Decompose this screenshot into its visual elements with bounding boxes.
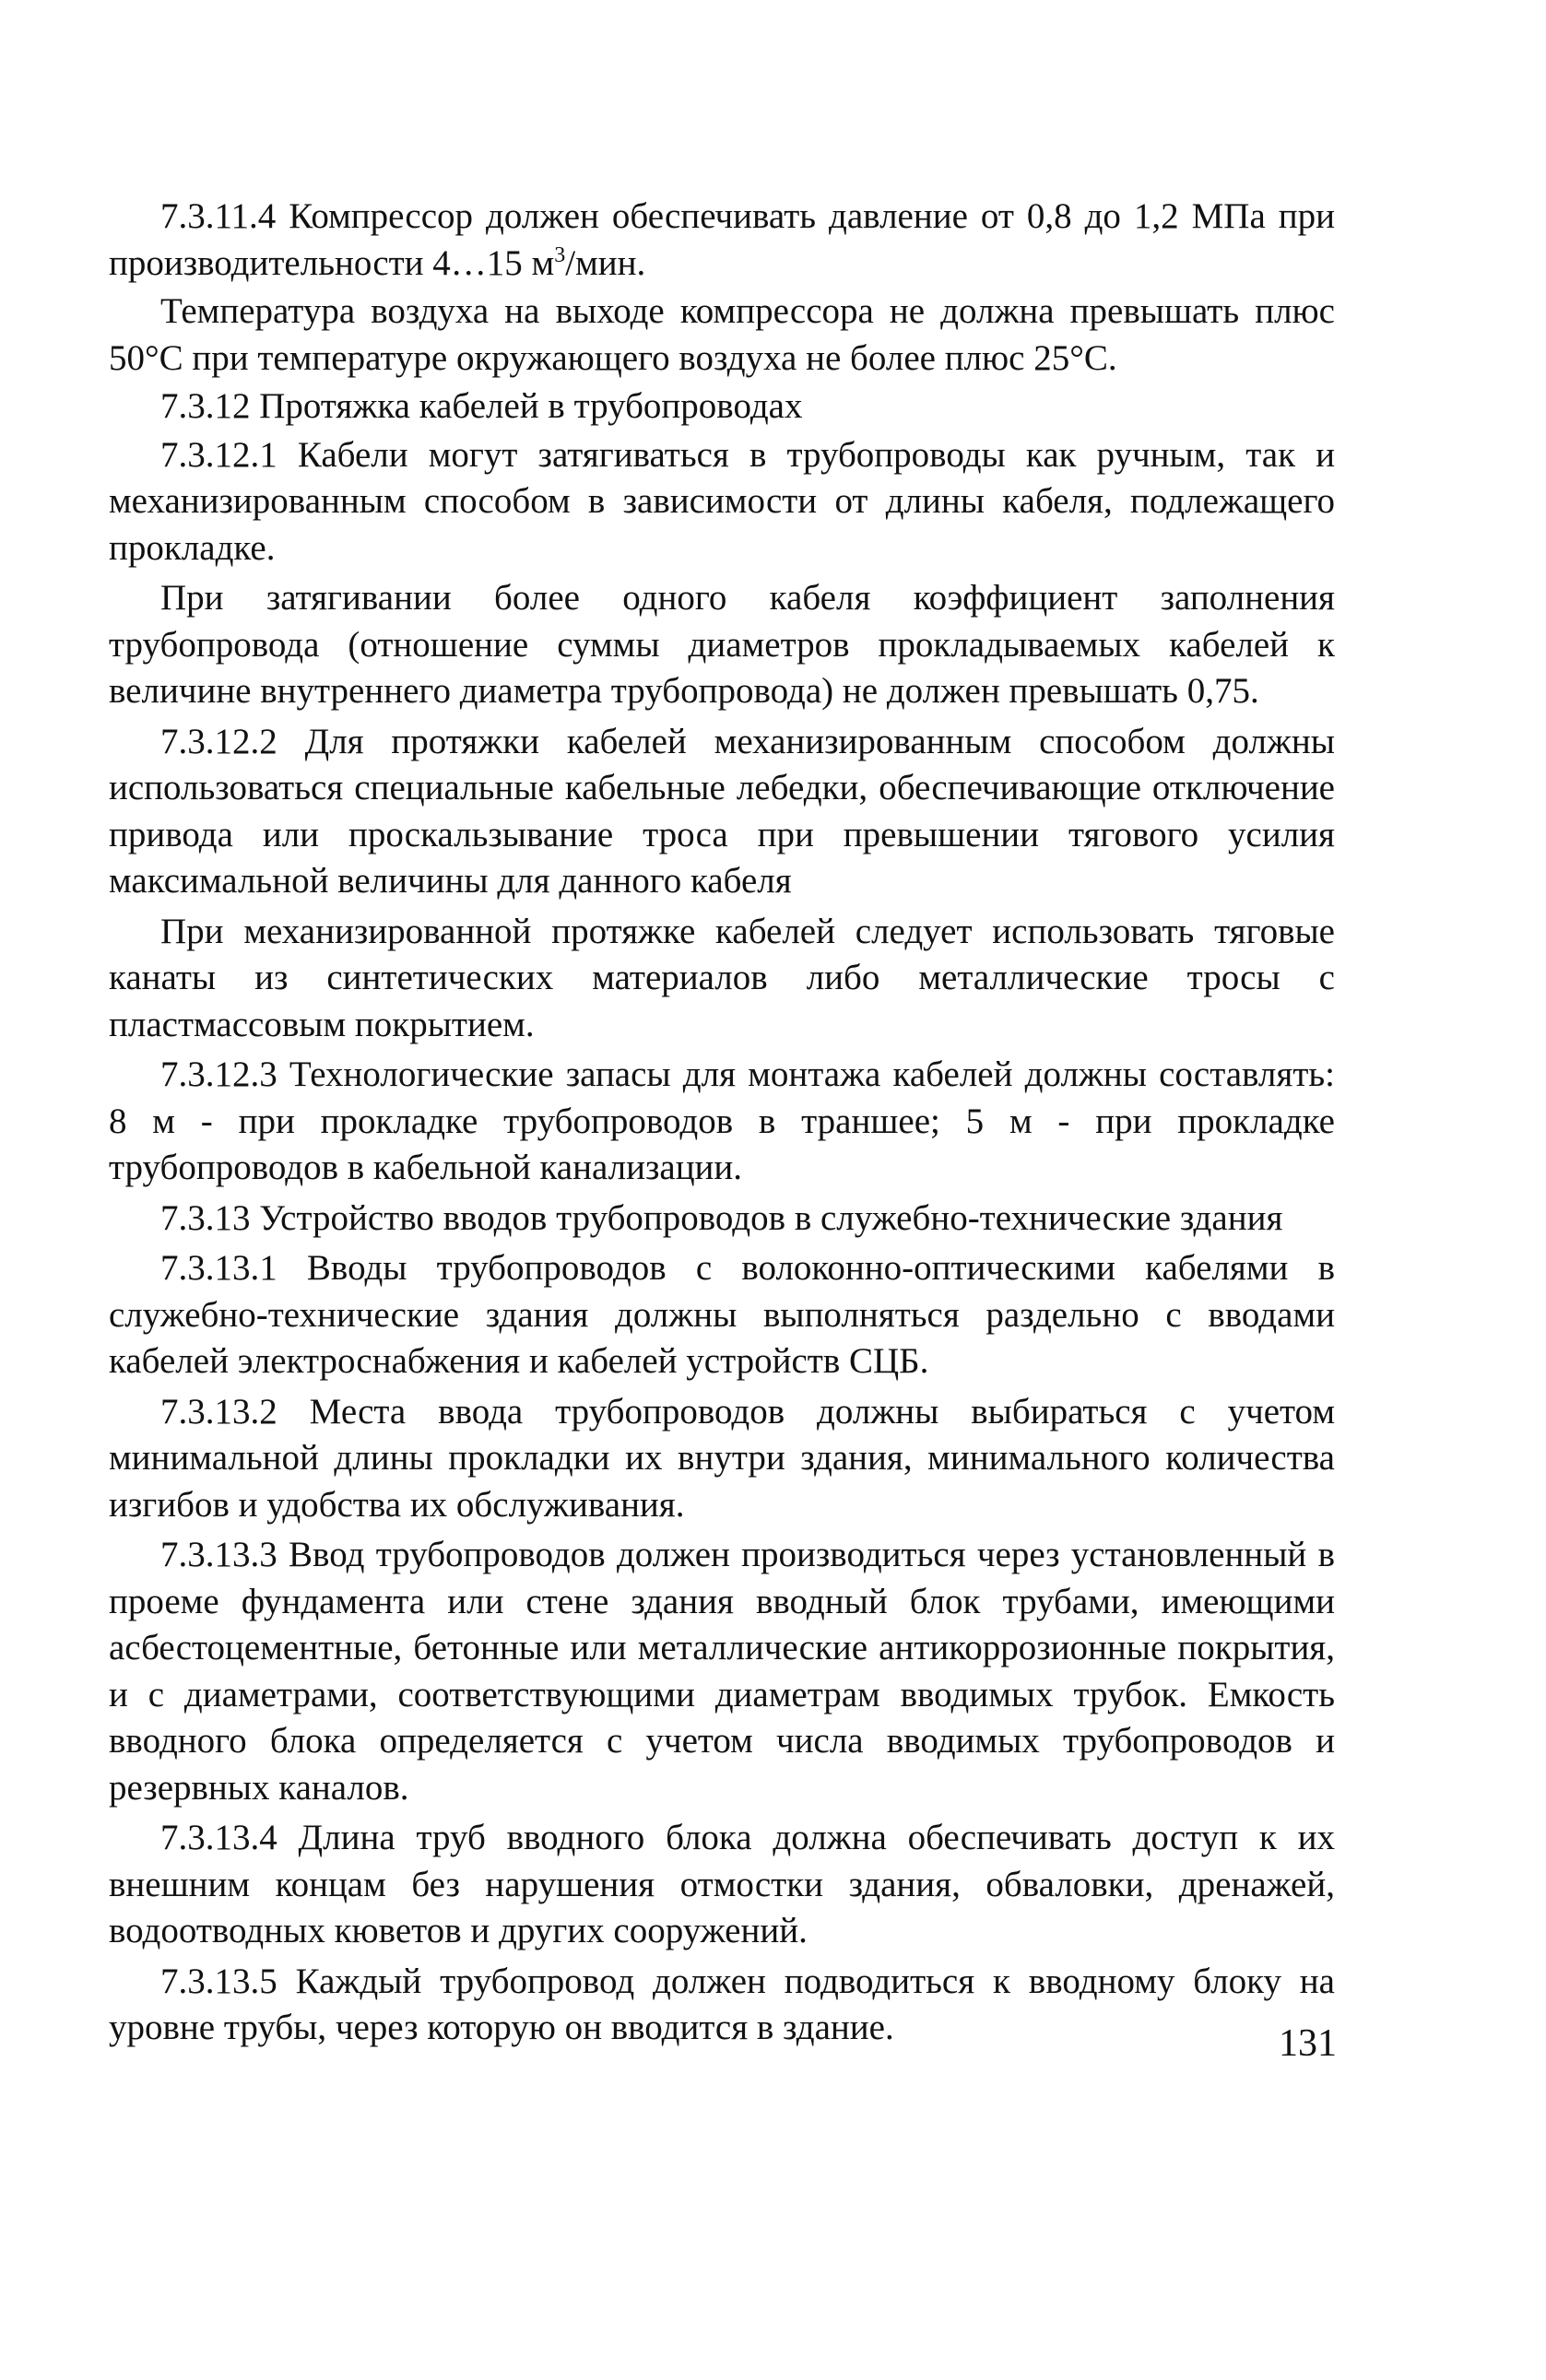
- paragraph-7-3-12-1: 7.3.12.1 Кабели могут затягиваться в трубопроводы как ручным, так и механизированным способом в зависимости от длины кабеля, подлежащего прокладке.: [109, 434, 1335, 568]
- page-number: 131: [1279, 2022, 1337, 2065]
- paragraph-7-3-13-1: 7.3.13.1 Вводы трубопроводов с волоконно-оптическими кабелями в служебно-технические здания должны выполняться раздельно с вводами кабелей электроснабжения и кабелей устройств СЦБ.: [109, 1248, 1335, 1381]
- paragraph-text: 7.3.11.4 Компрессор должен обеспечивать давление от 0,8 до 1,2 МПа при производительности 4…15 м: [109, 196, 1335, 283]
- paragraph-fill-coefficient: При затягивании более одного кабеля коэффициент заполнения трубопровода (отношение суммы диаметров прокладываемых кабелей к величине внутреннего диаметра трубопровода) не должен превышать 0,75.: [109, 578, 1335, 711]
- heading-7-3-13: 7.3.13 Устройство вводов трубопроводов в служебно-технические здания: [160, 1197, 1283, 1238]
- paragraph-7-3-13-4: 7.3.13.4 Длина труб вводного блока должна обеспечивать доступ к их внешним концам без нарушения отмостки здания, обваловки, дренажей, водоотводных кюветов и других сооружений.: [109, 1818, 1335, 1950]
- paragraph-7-3-11-4: [109, 194, 1335, 287]
- paragraph-7-3-13-2: 7.3.13.2 Места ввода трубопроводов должны выбираться с учетом минимальной длины прокладки их внутри здания, минимального количества изгибов и удобства их обслуживания.: [109, 1391, 1335, 1525]
- paragraph-temperature: Температура воздуха на выходе компрессора не должна превышать плюс 50°С при температуре окружающего воздуха не более плюс 25°С.: [109, 291, 1335, 378]
- paragraph-mechanized-pulling: При механизированной протяжке кабелей следует использовать тяговые канаты из синтетических материалов либо металлические тросы с пластмассовым покрытием.: [109, 911, 1335, 1044]
- heading-7-3-12: 7.3.12 Протяжка кабелей в трубопроводах: [160, 386, 803, 426]
- paragraph-text-tail: /мин.: [565, 242, 646, 283]
- paragraph-7-3-12-3: 7.3.12.3 Технологические запасы для монтажа кабелей должны составлять: 8 м - при прокладке трубопроводов в траншее; 5 м - при прокладке трубопроводов в кабельной канализации.: [109, 1055, 1335, 1187]
- document-body: [109, 194, 1335, 2056]
- paragraph-7-3-12-2: 7.3.12.2 Для протяжки кабелей механизированным способом должны использоваться специальные кабельные лебедки, обеспечивающие отключение привода или проскальзывание троса при превышении тягового усилия максимальной величины для данного кабеля: [109, 721, 1335, 901]
- paragraph-7-3-13-5: 7.3.13.5 Каждый трубопровод должен подводиться к вводному блоку на уровне трубы, через которую он вводится в здание.: [109, 1961, 1335, 2047]
- superscript-exponent: 3: [554, 242, 566, 267]
- paragraph-7-3-13-3: 7.3.13.3 Ввод трубопроводов должен производиться через установленный в проеме фундамента или стене здания вводный блок трубами, имеющими асбестоцементные, бетонные или металлические антикоррозионные покрытия, и с диаметрами, соответствующими диаметрам вводимых трубок. Емкость вводного блока определяется с учетом числа вводимых трубопроводов и резервных каналов.: [109, 1535, 1335, 1808]
